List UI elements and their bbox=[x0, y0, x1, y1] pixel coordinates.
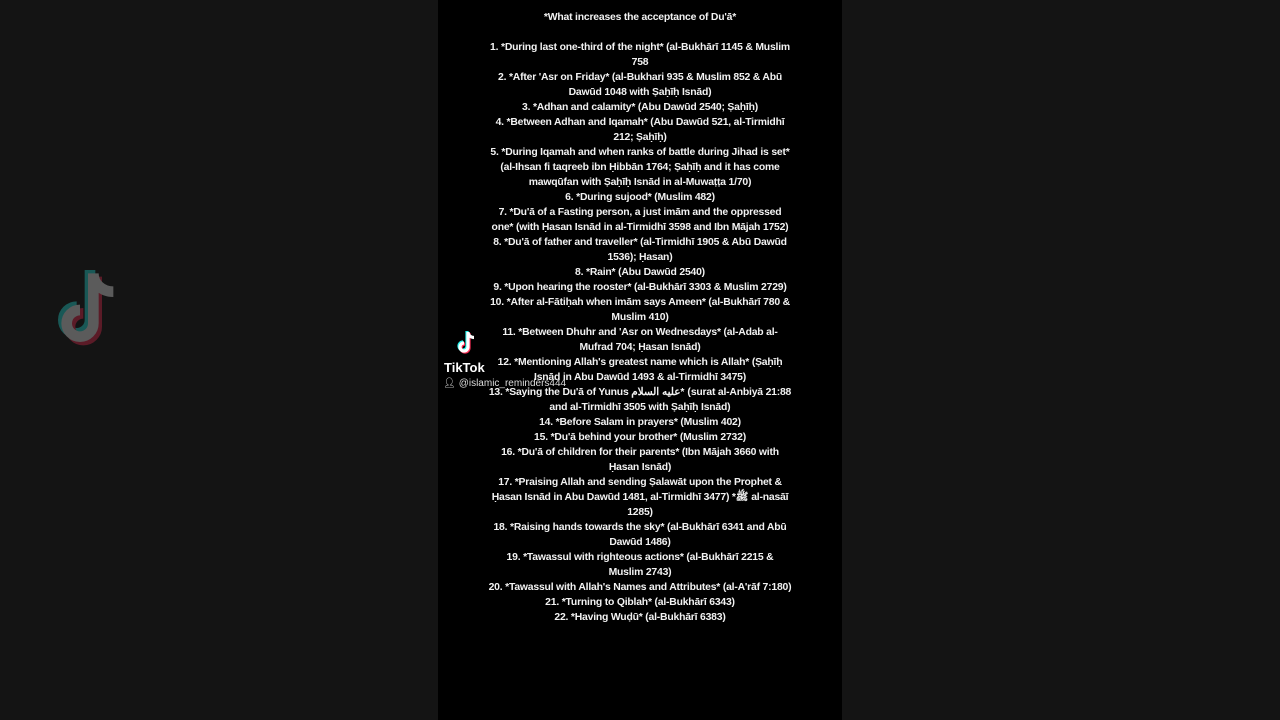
dua-item: 12. *Mentioning Allah's greatest name which is Allah* (Ṣaḥīḥ Isnād in Abu Dawūd 1493 & al-Tirmidhī 3475) bbox=[497, 357, 783, 383]
dua-item: 20. *Tawassul with Allah's Names and Attributes* (al-A'rāf 7:180) bbox=[488, 582, 792, 593]
tiktok-handle: @islamic_reminders444 bbox=[458, 378, 567, 389]
dua-item: 13. *Saying the Du'ā of Yunus عليه السلام* (surat al-Anbiyā 21:88 and al-Tirmidhī 3505 with Ṣaḥīḥ Isnād) bbox=[488, 387, 792, 413]
background-tiktok-logo-icon bbox=[50, 265, 130, 355]
dua-text bbox=[488, 10, 792, 625]
dua-item: 4. *Between Adhan and Iqamah* (Abu Dawūd 521, al-Tirmidhī 212; Ṣaḥīḥ) bbox=[495, 117, 785, 143]
dua-item: 18. *Raising hands towards the sky* (al-Bukhārī 6341 and Abū Dawūd 1486) bbox=[493, 522, 787, 548]
dua-item: 2. *After 'Asr on Friday* (al-Bukhari 935 & Muslim 852 & Abū Dawūd 1048 with Ṣaḥīḥ Isnād) bbox=[498, 72, 782, 98]
dua-item: 10. *After al-Fātiḥah when imām says Ameen* (al-Bukhārī 780 & Muslim 410) bbox=[490, 297, 790, 323]
dua-item: 6. *During sujood* (Muslim 482) bbox=[565, 192, 715, 203]
dua-item: 15. *Du'ā behind your brother* (Muslim 2732) bbox=[534, 432, 746, 443]
dua-item: 21. *Turning to Qiblah* (al-Bukhārī 6343) bbox=[545, 597, 735, 608]
tiktok-logo-icon bbox=[455, 330, 479, 356]
tiktok-watermark bbox=[443, 330, 573, 392]
dua-item: 3. *Adhan and calamity* (Abu Dawūd 2540; Ṣaḥīḥ) bbox=[522, 102, 758, 113]
dua-item: 5. *During Iqamah and when ranks of battle during Jihad is set* (al-Ihsan fi taqreeb ibn Ḥibbān 1764; Ṣaḥīḥ and it has come mawqūfan with Ṣaḥīḥ Isnād in al-Muwaṭṭa 1/70) bbox=[490, 147, 790, 188]
dua-item: 22. *Having Wuḍū* (al-Bukhārī 6383) bbox=[554, 612, 726, 623]
dua-item: 19. *Tawassul with righteous actions* (al-Bukhārī 2215 & Muslim 2743) bbox=[506, 552, 774, 578]
dua-item: 7. *Du'ā of a Fasting person, a just imām and the oppressed one* (with Ḥasan Isnād in al-Tirmidhī 3598 and Ibn Mājah 1752) bbox=[491, 207, 789, 233]
page-title: *What increases the acceptance of Du'ā* bbox=[543, 12, 737, 23]
dua-item: 1. *During last one-third of the night* (al-Bukhārī 1145 & Muslim 758 bbox=[490, 42, 790, 68]
dua-item: 16. *Du'ā of children for their parents* (Ibn Mājah 3660 with Ḥasan Isnād) bbox=[501, 447, 779, 473]
dua-item: 8. *Du'ā of father and traveller* (al-Tirmidhī 1905 & Abū Dawūd 1536); Ḥasan) bbox=[493, 237, 787, 263]
person-icon: 👤︎ bbox=[443, 378, 456, 389]
dua-item: 17. *Praising Allah and sending Ṣalawāt upon the Prophet & Ḥasan Isnād in Abu Dawūd 1481, al-Tirmidhī 3477) *ﷺ al-nasāī 1285) bbox=[491, 477, 789, 518]
dua-item: 9. *Upon hearing the rooster* (al-Bukhārī 3303 & Muslim 2729) bbox=[493, 282, 787, 293]
dua-item: 14. *Before Salam in prayers* (Muslim 402) bbox=[539, 417, 741, 428]
dua-item: 11. *Between Dhuhr and 'Asr on Wednesdays* (al-Adab al-Mufrad 704; Ḥasan Isnād) bbox=[502, 327, 778, 353]
tiktok-brand: TikTok bbox=[444, 360, 485, 375]
dua-item: 8. *Rain* (Abu Dawūd 2540) bbox=[575, 267, 705, 278]
